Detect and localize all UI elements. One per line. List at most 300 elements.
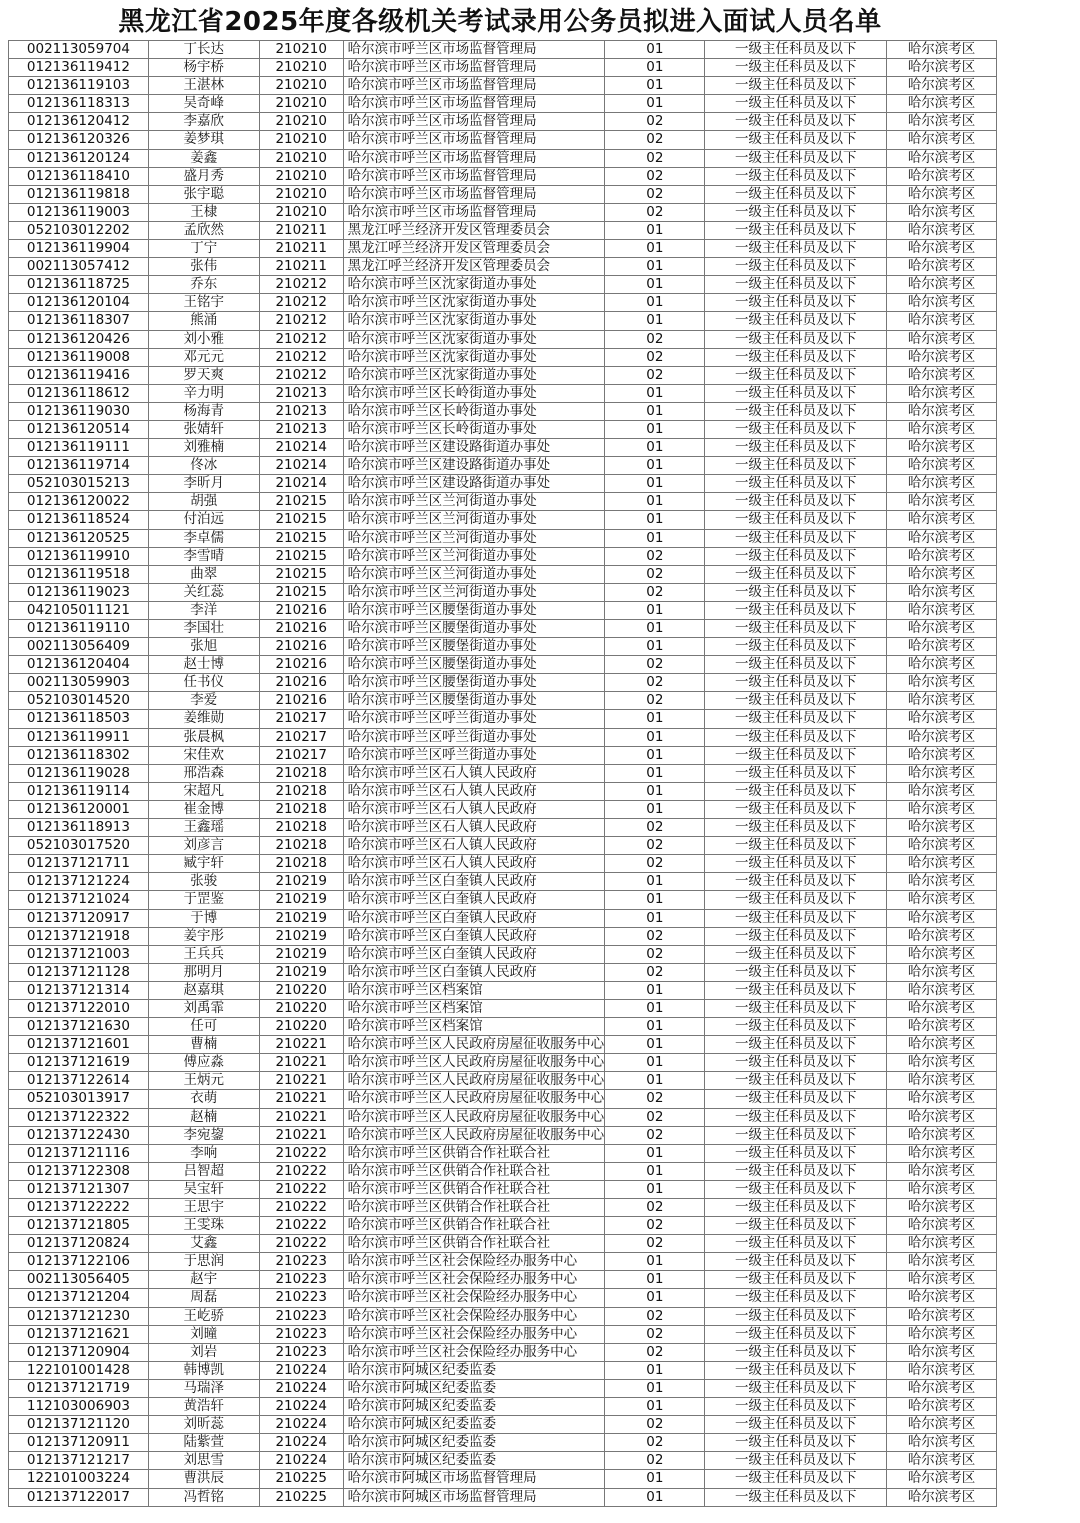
exam-id-cell: 012137120917 — [9, 910, 149, 928]
exam-id-cell: 012137121711 — [9, 855, 149, 873]
table-row — [9, 1145, 997, 1163]
name-cell: 刘昕蕊 — [149, 1416, 260, 1434]
name-cell: 杨海青 — [149, 403, 260, 421]
level-cell: 一级主任科员及以下 — [705, 367, 887, 385]
unit-cell: 哈尔滨市呼兰区白奎镇人民政府 — [344, 891, 606, 909]
post-number-cell: 01 — [605, 1362, 705, 1380]
table-row — [9, 1109, 997, 1127]
table-row — [9, 95, 997, 113]
table-row — [9, 620, 997, 638]
position-code-cell: 210221 — [260, 1054, 344, 1072]
exam-id-cell: 012137122106 — [9, 1253, 149, 1271]
unit-cell: 哈尔滨市呼兰区白奎镇人民政府 — [344, 946, 606, 964]
exam-id-cell: 012136119103 — [9, 77, 149, 95]
unit-cell: 哈尔滨市呼兰区兰河街道办事处 — [344, 548, 606, 566]
exam-id-cell: 012136120404 — [9, 656, 149, 674]
unit-cell: 黑龙江呼兰经济开发区管理委员会 — [344, 240, 606, 258]
table-row — [9, 946, 997, 964]
table-row — [9, 729, 997, 747]
unit-cell: 哈尔滨市呼兰区石人镇人民政府 — [344, 855, 606, 873]
unit-cell: 哈尔滨市呼兰区白奎镇人民政府 — [344, 910, 606, 928]
exam-area-cell: 哈尔滨考区 — [887, 1434, 997, 1452]
exam-id-cell: 012136120525 — [9, 530, 149, 548]
exam-area-cell: 哈尔滨考区 — [887, 41, 997, 59]
exam-area-cell: 哈尔滨考区 — [887, 910, 997, 928]
position-code-cell: 210225 — [260, 1470, 344, 1488]
position-code-cell: 210222 — [260, 1163, 344, 1181]
level-cell: 一级主任科员及以下 — [705, 928, 887, 946]
exam-id-cell: 012136119818 — [9, 186, 149, 204]
exam-id-cell: 002113056405 — [9, 1271, 149, 1289]
post-number-cell: 02 — [605, 946, 705, 964]
unit-cell: 哈尔滨市呼兰区市场监督管理局 — [344, 113, 606, 131]
post-number-cell: 01 — [605, 1181, 705, 1199]
table-row — [9, 258, 997, 276]
table-row — [9, 584, 997, 602]
post-number-cell: 01 — [605, 1398, 705, 1416]
position-code-cell: 210212 — [260, 276, 344, 294]
exam-id-cell: 012136120326 — [9, 131, 149, 149]
post-number-cell: 02 — [605, 331, 705, 349]
position-code-cell: 210215 — [260, 493, 344, 511]
name-cell: 付泊远 — [149, 511, 260, 529]
level-cell: 一级主任科员及以下 — [705, 1253, 887, 1271]
unit-cell: 哈尔滨市呼兰区腰堡街道办事处 — [344, 656, 606, 674]
level-cell: 一级主任科员及以下 — [705, 1217, 887, 1235]
unit-cell: 哈尔滨市呼兰区石人镇人民政府 — [344, 837, 606, 855]
level-cell: 一级主任科员及以下 — [705, 1470, 887, 1488]
unit-cell: 哈尔滨市呼兰区社会保险经办服务中心 — [344, 1344, 606, 1362]
table-row — [9, 1271, 997, 1289]
name-cell: 李嘉欣 — [149, 113, 260, 131]
post-number-cell: 01 — [605, 602, 705, 620]
table-row — [9, 1072, 997, 1090]
table-row — [9, 928, 997, 946]
post-number-cell: 02 — [605, 1416, 705, 1434]
name-cell: 任可 — [149, 1018, 260, 1036]
level-cell: 一级主任科员及以下 — [705, 819, 887, 837]
name-cell: 关红蕊 — [149, 584, 260, 602]
unit-cell: 哈尔滨市呼兰区人民政府房屋征收服务中心 — [344, 1109, 606, 1127]
name-cell: 那明月 — [149, 964, 260, 982]
exam-area-cell: 哈尔滨考区 — [887, 312, 997, 330]
exam-id-cell: 012136119023 — [9, 584, 149, 602]
level-cell: 一级主任科员及以下 — [705, 1199, 887, 1217]
level-cell: 一级主任科员及以下 — [705, 131, 887, 149]
post-number-cell: 01 — [605, 77, 705, 95]
unit-cell: 哈尔滨市阿城区纪委监委 — [344, 1452, 606, 1470]
exam-area-cell: 哈尔滨考区 — [887, 747, 997, 765]
exam-id-cell: 012136119714 — [9, 457, 149, 475]
unit-cell: 哈尔滨市呼兰区社会保险经办服务中心 — [344, 1326, 606, 1344]
exam-id-cell: 002113057412 — [9, 258, 149, 276]
exam-area-cell: 哈尔滨考区 — [887, 1163, 997, 1181]
table-row — [9, 1235, 997, 1253]
post-number-cell: 01 — [605, 59, 705, 77]
exam-area-cell: 哈尔滨考区 — [887, 204, 997, 222]
unit-cell: 哈尔滨市呼兰区长岭街道办事处 — [344, 403, 606, 421]
exam-id-cell: 122101001428 — [9, 1362, 149, 1380]
name-cell: 赵楠 — [149, 1109, 260, 1127]
table-row — [9, 457, 997, 475]
name-cell: 王湛林 — [149, 77, 260, 95]
exam-id-cell: 012136119114 — [9, 783, 149, 801]
name-cell: 李宛鋆 — [149, 1127, 260, 1145]
exam-id-cell: 052103017520 — [9, 837, 149, 855]
exam-id-cell: 012137121630 — [9, 1018, 149, 1036]
name-cell: 赵士博 — [149, 656, 260, 674]
exam-id-cell: 122101003224 — [9, 1470, 149, 1488]
exam-id-cell: 012136118612 — [9, 385, 149, 403]
position-code-cell: 210214 — [260, 475, 344, 493]
name-cell: 丁宁 — [149, 240, 260, 258]
name-cell: 罗天爽 — [149, 367, 260, 385]
position-code-cell: 210216 — [260, 620, 344, 638]
position-code-cell: 210224 — [260, 1362, 344, 1380]
unit-cell: 哈尔滨市呼兰区石人镇人民政府 — [344, 765, 606, 783]
level-cell: 一级主任科员及以下 — [705, 548, 887, 566]
exam-area-cell: 哈尔滨考区 — [887, 331, 997, 349]
exam-area-cell: 哈尔滨考区 — [887, 511, 997, 529]
exam-id-cell: 052103014520 — [9, 692, 149, 710]
post-number-cell: 01 — [605, 710, 705, 728]
level-cell: 一级主任科员及以下 — [705, 312, 887, 330]
table-row — [9, 801, 997, 819]
name-cell: 辛力明 — [149, 385, 260, 403]
name-cell: 王兵兵 — [149, 946, 260, 964]
post-number-cell: 01 — [605, 294, 705, 312]
level-cell: 一级主任科员及以下 — [705, 1326, 887, 1344]
exam-area-cell: 哈尔滨考区 — [887, 1452, 997, 1470]
position-code-cell: 210219 — [260, 946, 344, 964]
table-row — [9, 747, 997, 765]
table-row — [9, 819, 997, 837]
position-code-cell: 210223 — [260, 1289, 344, 1307]
position-code-cell: 210223 — [260, 1308, 344, 1326]
table-row — [9, 1416, 997, 1434]
exam-area-cell: 哈尔滨考区 — [887, 1018, 997, 1036]
unit-cell: 哈尔滨市呼兰区沈家街道办事处 — [344, 349, 606, 367]
post-number-cell: 02 — [605, 837, 705, 855]
name-cell: 傅应淼 — [149, 1054, 260, 1072]
exam-area-cell: 哈尔滨考区 — [887, 1145, 997, 1163]
unit-cell: 哈尔滨市呼兰区白奎镇人民政府 — [344, 873, 606, 891]
level-cell: 一级主任科员及以下 — [705, 1344, 887, 1362]
exam-area-cell: 哈尔滨考区 — [887, 1308, 997, 1326]
table-row — [9, 1308, 997, 1326]
post-number-cell: 02 — [605, 1127, 705, 1145]
table-row — [9, 1470, 997, 1488]
table-row — [9, 131, 997, 149]
position-code-cell: 210212 — [260, 312, 344, 330]
level-cell: 一级主任科员及以下 — [705, 1109, 887, 1127]
level-cell: 一级主任科员及以下 — [705, 837, 887, 855]
position-code-cell: 210210 — [260, 186, 344, 204]
exam-id-cell: 012137121217 — [9, 1452, 149, 1470]
exam-area-cell: 哈尔滨考区 — [887, 1489, 997, 1507]
name-cell: 李洋 — [149, 602, 260, 620]
unit-cell: 哈尔滨市呼兰区建设路街道办事处 — [344, 457, 606, 475]
exam-area-cell: 哈尔滨考区 — [887, 1362, 997, 1380]
position-code-cell: 210224 — [260, 1416, 344, 1434]
name-cell: 熊涌 — [149, 312, 260, 330]
exam-area-cell: 哈尔滨考区 — [887, 638, 997, 656]
table-row — [9, 349, 997, 367]
position-code-cell: 210219 — [260, 891, 344, 909]
position-code-cell: 210215 — [260, 566, 344, 584]
level-cell: 一级主任科员及以下 — [705, 113, 887, 131]
table-row — [9, 656, 997, 674]
name-cell: 王铭宇 — [149, 294, 260, 312]
level-cell: 一级主任科员及以下 — [705, 1090, 887, 1108]
level-cell: 一级主任科员及以下 — [705, 1416, 887, 1434]
unit-cell: 哈尔滨市呼兰区社会保险经办服务中心 — [344, 1308, 606, 1326]
post-number-cell: 01 — [605, 765, 705, 783]
name-cell: 张宇聪 — [149, 186, 260, 204]
exam-id-cell: 112103006903 — [9, 1398, 149, 1416]
exam-id-cell: 012137121204 — [9, 1289, 149, 1307]
post-number-cell: 01 — [605, 873, 705, 891]
post-number-cell: 02 — [605, 674, 705, 692]
post-number-cell: 01 — [605, 1036, 705, 1054]
exam-area-cell: 哈尔滨考区 — [887, 674, 997, 692]
post-number-cell: 01 — [605, 1271, 705, 1289]
unit-cell: 哈尔滨市呼兰区市场监督管理局 — [344, 186, 606, 204]
unit-cell: 哈尔滨市阿城区纪委监委 — [344, 1416, 606, 1434]
name-cell: 吴奇峰 — [149, 95, 260, 113]
position-code-cell: 210214 — [260, 457, 344, 475]
exam-area-cell: 哈尔滨考区 — [887, 1090, 997, 1108]
table-row — [9, 873, 997, 891]
exam-area-cell: 哈尔滨考区 — [887, 168, 997, 186]
name-cell: 王鑫瑶 — [149, 819, 260, 837]
unit-cell: 哈尔滨市呼兰区供销合作社联合社 — [344, 1163, 606, 1181]
post-number-cell: 02 — [605, 656, 705, 674]
position-code-cell: 210216 — [260, 692, 344, 710]
post-number-cell: 01 — [605, 729, 705, 747]
level-cell: 一级主任科员及以下 — [705, 566, 887, 584]
post-number-cell: 01 — [605, 439, 705, 457]
exam-area-cell: 哈尔滨考区 — [887, 729, 997, 747]
position-code-cell: 210213 — [260, 403, 344, 421]
position-code-cell: 210220 — [260, 1018, 344, 1036]
post-number-cell: 01 — [605, 1380, 705, 1398]
level-cell: 一级主任科员及以下 — [705, 421, 887, 439]
unit-cell: 哈尔滨市阿城区市场监督管理局 — [344, 1489, 606, 1507]
exam-area-cell: 哈尔滨考区 — [887, 584, 997, 602]
position-code-cell: 210218 — [260, 783, 344, 801]
level-cell: 一级主任科员及以下 — [705, 204, 887, 222]
table-row — [9, 367, 997, 385]
exam-id-cell: 012136120104 — [9, 294, 149, 312]
position-code-cell: 210225 — [260, 1489, 344, 1507]
unit-cell: 哈尔滨市呼兰区建设路街道办事处 — [344, 439, 606, 457]
exam-id-cell: 012137121116 — [9, 1145, 149, 1163]
position-code-cell: 210210 — [260, 204, 344, 222]
level-cell: 一级主任科员及以下 — [705, 729, 887, 747]
level-cell: 一级主任科员及以下 — [705, 855, 887, 873]
name-cell: 于博 — [149, 910, 260, 928]
exam-area-cell: 哈尔滨考区 — [887, 1235, 997, 1253]
exam-area-cell: 哈尔滨考区 — [887, 1109, 997, 1127]
post-number-cell: 01 — [605, 1289, 705, 1307]
post-number-cell: 01 — [605, 620, 705, 638]
position-code-cell: 210210 — [260, 59, 344, 77]
exam-area-cell: 哈尔滨考区 — [887, 801, 997, 819]
exam-id-cell: 012136119030 — [9, 403, 149, 421]
level-cell: 一级主任科员及以下 — [705, 1362, 887, 1380]
exam-area-cell: 哈尔滨考区 — [887, 1289, 997, 1307]
unit-cell: 哈尔滨市呼兰区市场监督管理局 — [344, 204, 606, 222]
table-row — [9, 910, 997, 928]
unit-cell: 哈尔滨市呼兰区腰堡街道办事处 — [344, 620, 606, 638]
level-cell: 一级主任科员及以下 — [705, 457, 887, 475]
name-cell: 曹楠 — [149, 1036, 260, 1054]
position-code-cell: 210211 — [260, 222, 344, 240]
name-cell: 胡强 — [149, 493, 260, 511]
position-code-cell: 210212 — [260, 349, 344, 367]
position-code-cell: 210218 — [260, 837, 344, 855]
name-cell: 李雪晴 — [149, 548, 260, 566]
name-cell: 赵嘉琪 — [149, 982, 260, 1000]
position-code-cell: 210221 — [260, 1127, 344, 1145]
table-row — [9, 1217, 997, 1235]
unit-cell: 哈尔滨市呼兰区人民政府房屋征收服务中心 — [344, 1036, 606, 1054]
post-number-cell: 01 — [605, 1000, 705, 1018]
name-cell: 佟冰 — [149, 457, 260, 475]
unit-cell: 哈尔滨市呼兰区社会保险经办服务中心 — [344, 1289, 606, 1307]
level-cell: 一级主任科员及以下 — [705, 964, 887, 982]
table-row — [9, 1090, 997, 1108]
position-code-cell: 210217 — [260, 747, 344, 765]
post-number-cell: 01 — [605, 1163, 705, 1181]
unit-cell: 哈尔滨市呼兰区长岭街道办事处 — [344, 385, 606, 403]
position-code-cell: 210221 — [260, 1036, 344, 1054]
exam-id-cell: 012136118313 — [9, 95, 149, 113]
unit-cell: 哈尔滨市呼兰区沈家街道办事处 — [344, 367, 606, 385]
post-number-cell: 02 — [605, 131, 705, 149]
table-row — [9, 1344, 997, 1362]
name-cell: 张伟 — [149, 258, 260, 276]
level-cell: 一级主任科员及以下 — [705, 1235, 887, 1253]
exam-id-cell: 012136120514 — [9, 421, 149, 439]
name-cell: 丁长达 — [149, 41, 260, 59]
table-row — [9, 439, 997, 457]
position-code-cell: 210223 — [260, 1253, 344, 1271]
post-number-cell: 02 — [605, 964, 705, 982]
name-cell: 马瑞泽 — [149, 1380, 260, 1398]
exam-id-cell: 012137120904 — [9, 1344, 149, 1362]
exam-area-cell: 哈尔滨考区 — [887, 837, 997, 855]
post-number-cell: 02 — [605, 1326, 705, 1344]
level-cell: 一级主任科员及以下 — [705, 1181, 887, 1199]
name-cell: 衣萌 — [149, 1090, 260, 1108]
position-code-cell: 210223 — [260, 1344, 344, 1362]
exam-area-cell: 哈尔滨考区 — [887, 294, 997, 312]
name-cell: 王棣 — [149, 204, 260, 222]
exam-id-cell: 012136119911 — [9, 729, 149, 747]
post-number-cell: 02 — [605, 819, 705, 837]
exam-id-cell: 012137121719 — [9, 1380, 149, 1398]
name-cell: 艾鑫 — [149, 1235, 260, 1253]
unit-cell: 哈尔滨市呼兰区长岭街道办事处 — [344, 421, 606, 439]
unit-cell: 哈尔滨市呼兰区沈家街道办事处 — [344, 331, 606, 349]
exam-id-cell: 012137121314 — [9, 982, 149, 1000]
table-row — [9, 168, 997, 186]
unit-cell: 哈尔滨市呼兰区呼兰街道办事处 — [344, 729, 606, 747]
unit-cell: 哈尔滨市呼兰区人民政府房屋征收服务中心 — [344, 1054, 606, 1072]
post-number-cell: 01 — [605, 421, 705, 439]
exam-area-cell: 哈尔滨考区 — [887, 1127, 997, 1145]
exam-area-cell: 哈尔滨考区 — [887, 710, 997, 728]
level-cell: 一级主任科员及以下 — [705, 765, 887, 783]
exam-id-cell: 002113059903 — [9, 674, 149, 692]
position-code-cell: 210221 — [260, 1090, 344, 1108]
post-number-cell: 02 — [605, 1199, 705, 1217]
name-cell: 于罡鉴 — [149, 891, 260, 909]
name-cell: 李爱 — [149, 692, 260, 710]
unit-cell: 哈尔滨市呼兰区市场监督管理局 — [344, 95, 606, 113]
table-row — [9, 530, 997, 548]
name-cell: 刘思雪 — [149, 1452, 260, 1470]
name-cell: 宋佳欢 — [149, 747, 260, 765]
level-cell: 一级主任科员及以下 — [705, 1072, 887, 1090]
name-cell: 李响 — [149, 1145, 260, 1163]
unit-cell: 哈尔滨市呼兰区市场监督管理局 — [344, 59, 606, 77]
post-number-cell: 02 — [605, 349, 705, 367]
unit-cell: 哈尔滨市呼兰区兰河街道办事处 — [344, 530, 606, 548]
post-number-cell: 02 — [605, 1235, 705, 1253]
table-row — [9, 475, 997, 493]
name-cell: 邓元元 — [149, 349, 260, 367]
name-cell: 王雯珠 — [149, 1217, 260, 1235]
post-number-cell: 02 — [605, 168, 705, 186]
unit-cell: 哈尔滨市呼兰区人民政府房屋征收服务中心 — [344, 1072, 606, 1090]
position-code-cell: 210210 — [260, 150, 344, 168]
exam-area-cell: 哈尔滨考区 — [887, 783, 997, 801]
name-cell: 赵宇 — [149, 1271, 260, 1289]
position-code-cell: 210210 — [260, 113, 344, 131]
level-cell: 一级主任科员及以下 — [705, 331, 887, 349]
table-row — [9, 1326, 997, 1344]
name-cell: 王思宇 — [149, 1199, 260, 1217]
exam-id-cell: 012137121918 — [9, 928, 149, 946]
name-cell: 刘岩 — [149, 1344, 260, 1362]
unit-cell: 哈尔滨市呼兰区市场监督管理局 — [344, 131, 606, 149]
level-cell: 一级主任科员及以下 — [705, 946, 887, 964]
exam-area-cell: 哈尔滨考区 — [887, 548, 997, 566]
position-code-cell: 210222 — [260, 1199, 344, 1217]
name-cell: 姜梦琪 — [149, 131, 260, 149]
level-cell: 一级主任科员及以下 — [705, 873, 887, 891]
level-cell: 一级主任科员及以下 — [705, 186, 887, 204]
name-cell: 宋超凡 — [149, 783, 260, 801]
unit-cell: 黑龙江呼兰经济开发区管理委员会 — [344, 222, 606, 240]
unit-cell: 哈尔滨市呼兰区档案馆 — [344, 1018, 606, 1036]
position-code-cell: 210224 — [260, 1380, 344, 1398]
exam-id-cell: 012136119028 — [9, 765, 149, 783]
level-cell: 一级主任科员及以下 — [705, 258, 887, 276]
exam-id-cell: 012136119412 — [9, 59, 149, 77]
unit-cell: 哈尔滨市阿城区纪委监委 — [344, 1398, 606, 1416]
level-cell: 一级主任科员及以下 — [705, 1036, 887, 1054]
level-cell: 一级主任科员及以下 — [705, 692, 887, 710]
exam-area-cell: 哈尔滨考区 — [887, 59, 997, 77]
unit-cell: 哈尔滨市呼兰区石人镇人民政府 — [344, 819, 606, 837]
table-row — [9, 204, 997, 222]
exam-area-cell: 哈尔滨考区 — [887, 692, 997, 710]
exam-area-cell: 哈尔滨考区 — [887, 421, 997, 439]
